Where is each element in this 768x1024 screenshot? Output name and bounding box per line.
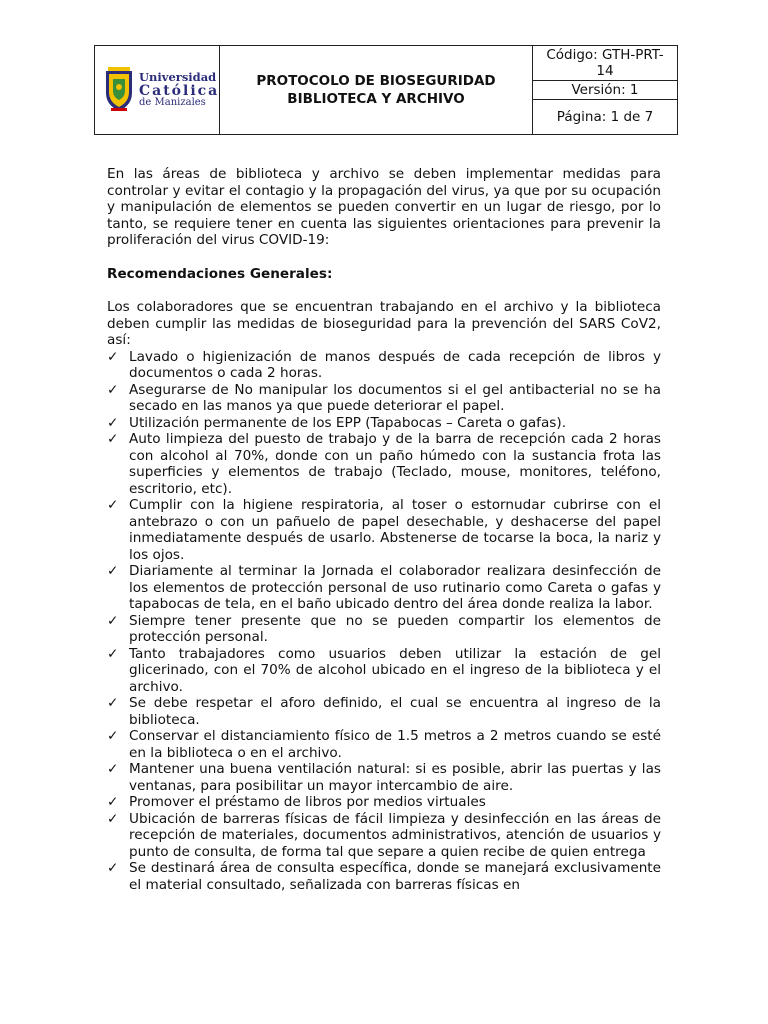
title-line-2: BIBLIOTECA Y ARCHIVO xyxy=(287,91,465,107)
lead-paragraph: Los colaboradores que se encuentran trabajando en el archivo y la biblioteca deben cumplir las medidas de bioseguridad para la prevención del SARS CoV2, así: xyxy=(107,299,661,348)
list-item: ✓ Auto limpieza del puesto de trabajo y de la barra de recepción cada 2 horas con alcohol al 70%, donde con un paño húmedo con la sustancia frota las superficies y elementos de trabajo (Teclado, mouse, monitores, teléfono, escritorio, etc). xyxy=(107,431,661,497)
list-item: ✓ Se destinará área de consulta específica, donde se manejará exclusivamente el material consultado, señalizada con barreras físicas en xyxy=(107,860,661,893)
checkmark-icon: ✓ xyxy=(107,810,119,827)
document-body xyxy=(107,166,661,893)
document-header xyxy=(94,45,678,135)
list-item: ✓ Mantener una buena ventilación natural: si es posible, abrir las puertas y las ventanas, para posibilitar un mayor intercambio de aire. xyxy=(107,761,661,794)
checkmark-icon: ✓ xyxy=(107,645,119,662)
list-item: ✓ Siempre tener presente que no se pueden compartir los elementos de protección personal. xyxy=(107,612,661,645)
list-item: ✓ Lavado o higienización de manos después de cada recepción de libros y documentos o cada 2 horas. xyxy=(107,348,661,381)
list-item: ✓ Cumplir con la higiene respiratoria, al toser o estornudar cubrirse con el antebrazo o con un pañuelo de papel desechable, y deshacerse del papel inmediatamente después de usarlo. Abstenerse de tocarse la boca, la nariz y los ojos. xyxy=(107,497,661,563)
list-item: ✓ Promover el préstamo de libros por medios virtuales xyxy=(107,794,486,810)
title-line-1: PROTOCOLO DE BIOSEGURIDAD xyxy=(256,73,496,89)
university-logo xyxy=(95,67,219,113)
checkmark-icon: ✓ xyxy=(107,794,119,810)
intro-paragraph: En las áreas de biblioteca y archivo se deben implementar medidas para controlar y evitar el contagio y la propagación del virus, ya que por su ocupación y manipulación de elementos se pueden convertir en un lugar de riesgo, por lo tanto, se requiere tener en cuenta las siguientes orientaciones para prevenir la proliferación del virus COVID-19: xyxy=(107,166,661,248)
logo-line-catolica: Católica xyxy=(139,82,220,99)
list-item: ✓ Diariamente al terminar la Jornada el colaborador realizara desinfección de los elementos de protección personal de uso rutinario como Careta o gafas y tapabocas de tela, en el baño ubicado dentro del área donde realiza la labor. xyxy=(107,563,661,612)
checkmark-icon: ✓ xyxy=(107,381,119,398)
logo-line-manizales: de Manizales xyxy=(139,96,206,108)
recommendations-list xyxy=(107,349,661,894)
checkmark-icon: ✓ xyxy=(107,695,119,711)
list-item: ✓ Se debe respetar el aforo definido, el cual se encuentra al ingreso de la biblioteca. xyxy=(107,695,661,728)
university-crest-icon xyxy=(103,67,135,113)
checkmark-icon: ✓ xyxy=(107,563,119,579)
checkmark-icon: ✓ xyxy=(107,728,119,744)
list-item: ✓ Asegurarse de No manipular los documentos si el gel antibacterial no se ha secado en las manos ya que puede deteriorar el papel. xyxy=(107,381,661,414)
list-item: ✓ Utilización permanente de los EPP (Tapabocas – Careta o gafas). xyxy=(107,414,567,431)
checkmark-icon: ✓ xyxy=(107,860,119,876)
document-title xyxy=(220,46,533,135)
checkmark-icon: ✓ xyxy=(107,761,119,777)
logo-cell xyxy=(95,46,220,135)
list-item: ✓ Tanto trabajadores como usuarios deben utilizar la estación de gel glicerinado, con el 70% de alcohol ubicado en el ingreso de la biblioteca y el archivo. xyxy=(107,645,661,695)
checkmark-icon: ✓ xyxy=(107,431,119,447)
checkmark-icon: ✓ xyxy=(107,497,119,513)
checkmark-icon: ✓ xyxy=(107,612,119,629)
list-item: ✓ Ubicación de barreras físicas de fácil limpieza y desinfección en las áreas de recepción de materiales, documentos administrativos, atención de usuarios y punto de consulta, de forma tal que separe a quien recibe de quien entrega xyxy=(107,810,661,860)
logo-line-university: Universidad xyxy=(139,70,217,85)
document-code: Código: GTH-PRT-14 xyxy=(533,46,678,81)
document-version: Versión: 1 xyxy=(533,81,678,100)
page-number: Página: 1 de 7 xyxy=(533,100,678,135)
section-heading: Recomendaciones Generales: xyxy=(107,265,333,282)
checkmark-icon: ✓ xyxy=(107,414,119,431)
checkmark-icon: ✓ xyxy=(107,348,119,365)
list-item: ✓ Conservar el distanciamiento físico de 1.5 metros a 2 metros cuando se esté en la biblioteca o en el archivo. xyxy=(107,728,661,761)
